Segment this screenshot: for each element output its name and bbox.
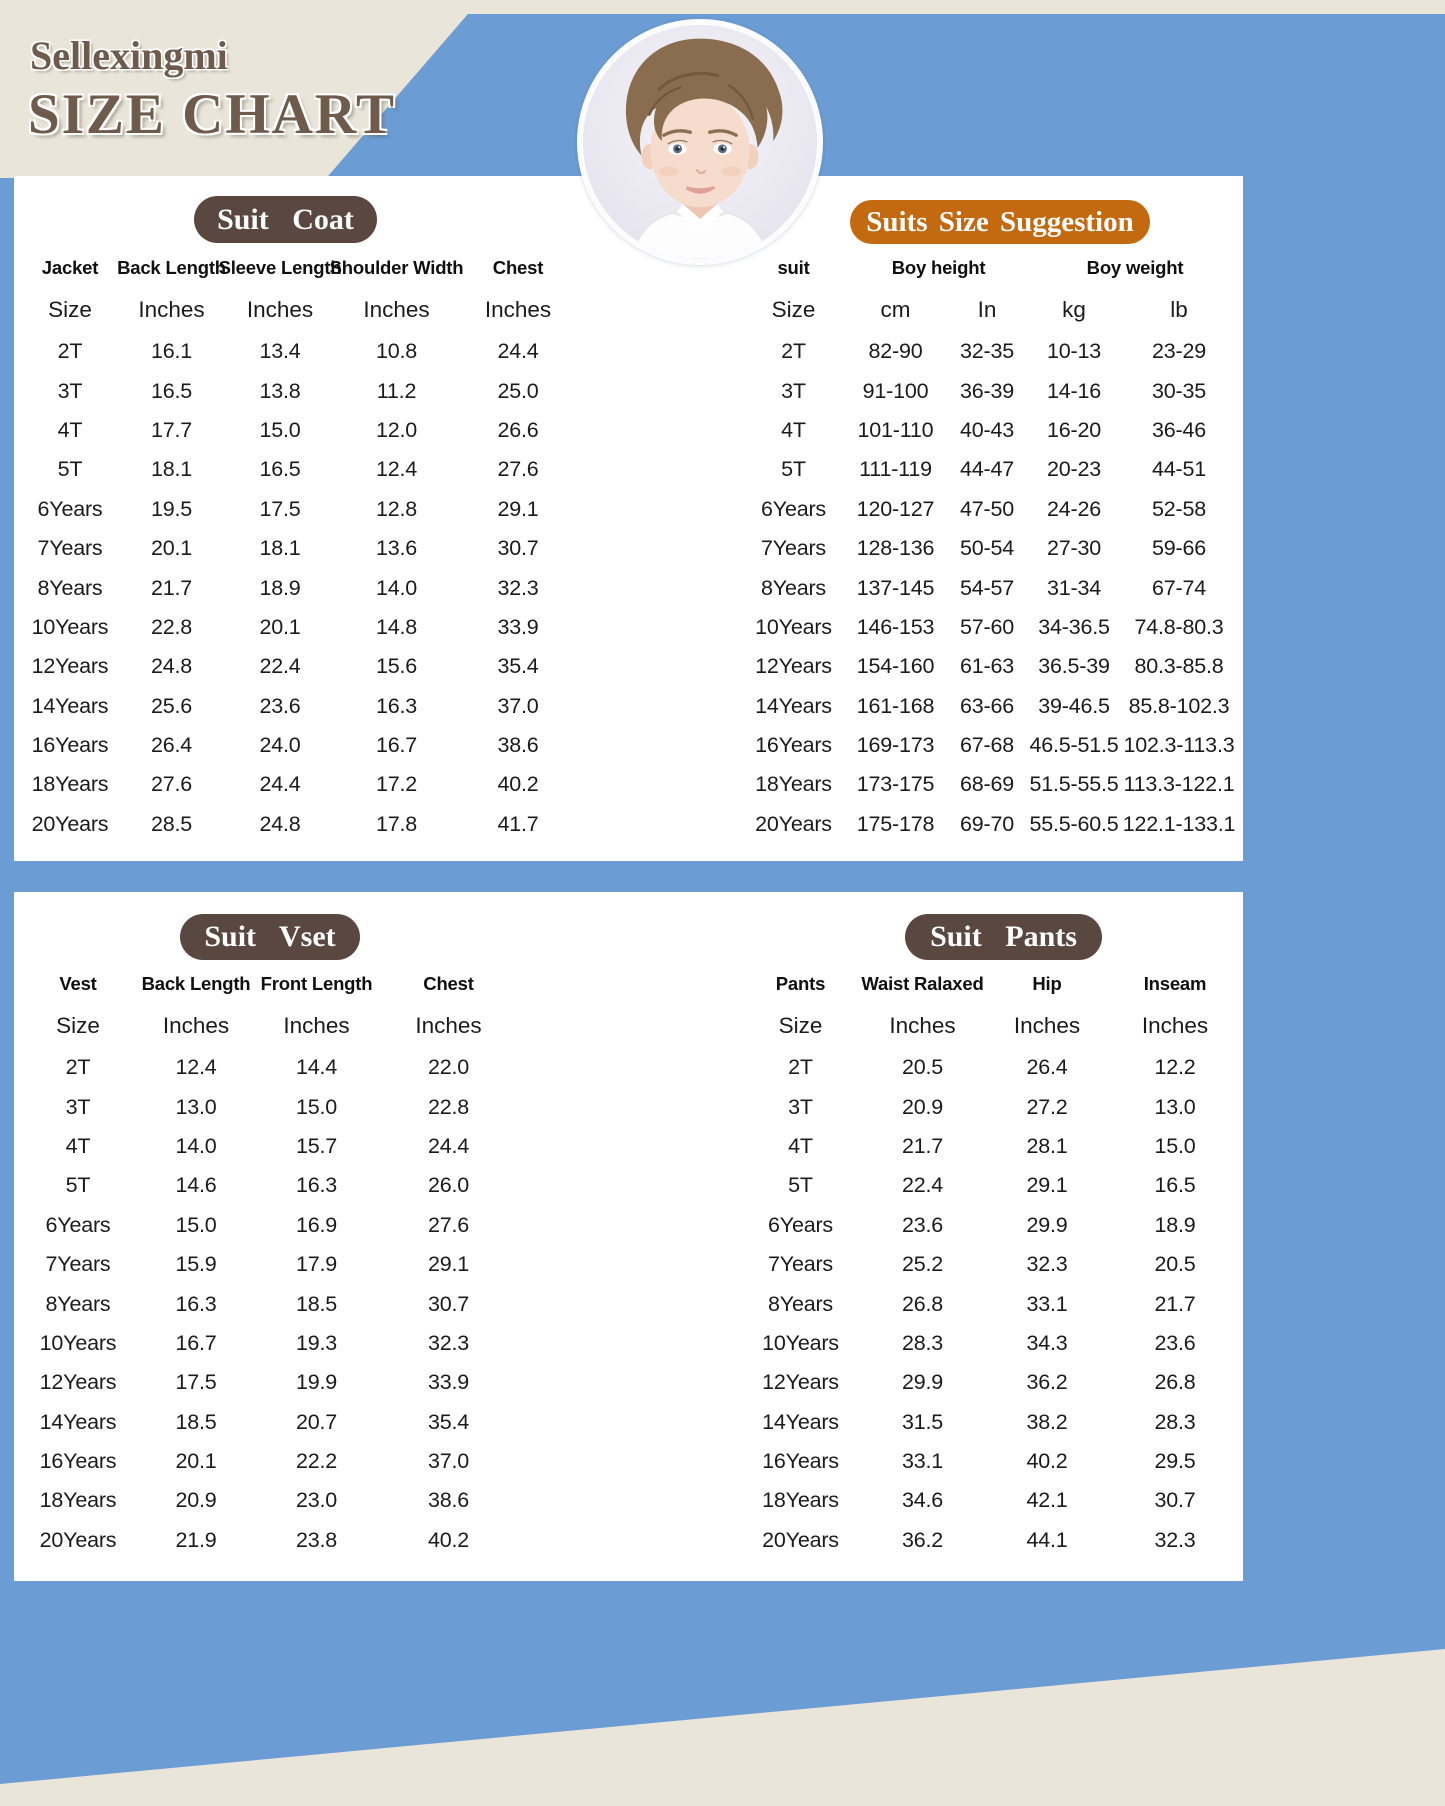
size-cell: 20Years <box>755 811 832 836</box>
value-cell: 10.8 <box>375 339 418 364</box>
column-header: Inseam <box>1143 973 1207 994</box>
suit-pants-badge: Suit Pants <box>905 914 1102 960</box>
value-cell: 18.9 <box>1154 1212 1196 1237</box>
value-cell: 82-90 <box>868 339 923 364</box>
value-cell: 24.4 <box>427 1133 470 1158</box>
value-cell: 10-13 <box>1047 339 1101 364</box>
value-cell: 23.8 <box>295 1527 338 1552</box>
value-cell: 20.9 <box>901 1094 944 1119</box>
size-cell: 6Years <box>37 496 103 521</box>
value-cell: 23-29 <box>1152 339 1206 364</box>
value-cell: 22.4 <box>901 1173 944 1198</box>
value-cell: 20.1 <box>150 536 193 561</box>
value-cell: 16.9 <box>295 1212 338 1237</box>
size-cell: 10Years <box>31 614 109 639</box>
column-unit-header: Size <box>778 1013 823 1038</box>
suits-size-suggestion-badge: Suits Size Suggestion <box>850 200 1150 244</box>
value-cell: 13.0 <box>175 1094 217 1119</box>
value-cell: 29.1 <box>497 496 539 521</box>
size-cell: 10Years <box>762 1330 839 1355</box>
value-cell: 12.2 <box>1154 1055 1196 1080</box>
value-cell: 25.6 <box>150 693 193 718</box>
column-unit-header: Inches <box>138 297 205 322</box>
value-cell: 18.1 <box>259 536 301 561</box>
value-cell: 31.5 <box>901 1409 944 1434</box>
size-cell: 7Years <box>45 1252 111 1277</box>
value-cell: 32.3 <box>497 575 539 600</box>
column-unit-header: lb <box>1170 297 1188 322</box>
bottom-tables-panel <box>14 892 1243 1581</box>
value-cell: 15.6 <box>375 654 418 679</box>
value-cell: 57-60 <box>960 614 1014 639</box>
size-cell: 3T <box>788 1094 813 1119</box>
size-cell: 4T <box>788 1133 813 1158</box>
value-cell: 16.5 <box>259 457 301 482</box>
value-cell: 27.6 <box>427 1212 470 1237</box>
size-cell: 4T <box>57 417 83 442</box>
boy-portrait-illustration <box>583 25 817 259</box>
value-cell: 30-35 <box>1152 378 1206 403</box>
value-cell: 37.0 <box>427 1449 470 1474</box>
value-cell: 46.5-51.5 <box>1029 733 1119 758</box>
value-cell: 34.6 <box>901 1488 944 1513</box>
value-cell: 113.3-122.1 <box>1123 772 1235 797</box>
value-cell: 21.7 <box>1154 1291 1196 1316</box>
value-cell: 28.3 <box>901 1330 944 1355</box>
value-cell: 26.4 <box>1026 1055 1068 1080</box>
column-group-header: suit <box>777 257 810 278</box>
value-cell: 13.0 <box>1154 1094 1196 1119</box>
value-cell: 33.9 <box>497 614 539 639</box>
size-cell: 12Years <box>755 654 832 679</box>
size-cell: 8Years <box>768 1291 833 1316</box>
value-cell: 18.1 <box>150 457 193 482</box>
column-unit-header: In <box>977 297 997 322</box>
column-unit-header: Inches <box>1013 1013 1081 1038</box>
value-cell: 29.5 <box>1154 1449 1196 1474</box>
value-cell: 14.0 <box>175 1133 217 1158</box>
value-cell: 22.8 <box>150 614 193 639</box>
value-cell: 80.3-85.8 <box>1134 654 1224 679</box>
value-cell: 61-63 <box>960 654 1014 679</box>
value-cell: 173-175 <box>856 772 935 797</box>
value-cell: 25.2 <box>901 1252 944 1277</box>
value-cell: 47-50 <box>960 496 1014 521</box>
value-cell: 50-54 <box>960 536 1014 561</box>
value-cell: 22.4 <box>259 654 301 679</box>
column-unit-header: Inches <box>363 297 430 322</box>
size-cell: 8Years <box>761 575 826 600</box>
column-unit-header: Inches <box>283 1013 350 1038</box>
column-unit-header: Inches <box>1141 1013 1209 1038</box>
column-header: Waist Ralaxed <box>861 973 984 994</box>
value-cell: 35.4 <box>427 1409 470 1434</box>
value-cell: 27.2 <box>1026 1094 1068 1119</box>
value-cell: 38.6 <box>497 733 539 758</box>
value-cell: 36.5-39 <box>1038 654 1110 679</box>
column-header: Chest <box>492 257 544 278</box>
value-cell: 22.8 <box>427 1094 470 1119</box>
value-cell: 30.7 <box>1154 1488 1196 1513</box>
value-cell: 19.5 <box>150 496 193 521</box>
value-cell: 16.5 <box>1154 1173 1196 1198</box>
suit-coat-table <box>20 248 580 844</box>
value-cell: 24.8 <box>150 654 193 679</box>
value-cell: 32-35 <box>960 339 1014 364</box>
value-cell: 19.3 <box>295 1330 338 1355</box>
value-cell: 41.7 <box>497 811 539 836</box>
column-unit-header: Inches <box>484 297 552 322</box>
page-title: SIZE CHART <box>28 83 397 146</box>
value-cell: 29.1 <box>1026 1173 1068 1198</box>
value-cell: 26.4 <box>150 733 193 758</box>
value-cell: 63-66 <box>960 693 1014 718</box>
value-cell: 32.3 <box>427 1330 470 1355</box>
value-cell: 21.9 <box>175 1527 217 1552</box>
value-cell: 16.3 <box>175 1291 217 1316</box>
value-cell: 51.5-55.5 <box>1029 772 1119 797</box>
value-cell: 29.9 <box>1026 1212 1068 1237</box>
value-cell: 14.6 <box>175 1173 217 1198</box>
value-cell: 18.5 <box>175 1409 217 1434</box>
size-cell: 18Years <box>31 772 109 797</box>
size-cell: 18Years <box>755 772 832 797</box>
size-cell: 16Years <box>755 733 832 758</box>
column-group-header: Boy height <box>891 257 986 278</box>
value-cell: 24.4 <box>497 339 539 364</box>
value-cell: 16.5 <box>150 378 193 403</box>
column-unit-header: Inches <box>415 1013 482 1038</box>
value-cell: 101-110 <box>857 417 934 442</box>
size-cell: 7Years <box>761 536 826 561</box>
value-cell: 146-153 <box>856 614 935 639</box>
value-cell: 32.3 <box>1026 1252 1068 1277</box>
column-unit-header: Size <box>771 297 816 322</box>
value-cell: 40.2 <box>427 1527 470 1552</box>
value-cell: 29.9 <box>901 1370 944 1395</box>
value-cell: 68-69 <box>960 772 1014 797</box>
size-cell: 5T <box>65 1173 91 1198</box>
column-header: Vest <box>59 973 97 994</box>
column-unit-header: kg <box>1062 297 1086 322</box>
size-cell: 20Years <box>762 1527 839 1552</box>
size-cell: 6Years <box>761 496 826 521</box>
suit-vest-badge: Suit Vset <box>180 914 360 960</box>
value-cell: 111-119 <box>859 457 932 482</box>
size-cell: 2T <box>65 1055 91 1080</box>
size-cell: 5T <box>57 457 83 482</box>
size-cell: 20Years <box>31 811 109 836</box>
column-unit-header: cm <box>880 297 911 322</box>
size-cell: 7Years <box>37 536 103 561</box>
value-cell: 11.2 <box>376 378 417 403</box>
value-cell: 23.6 <box>259 693 301 718</box>
value-cell: 24.4 <box>259 772 301 797</box>
value-cell: 20.5 <box>901 1055 944 1080</box>
value-cell: 23.0 <box>295 1488 338 1513</box>
value-cell: 15.0 <box>1154 1133 1196 1158</box>
value-cell: 28.1 <box>1026 1133 1068 1158</box>
value-cell: 16-20 <box>1047 417 1101 442</box>
size-cell: 10Years <box>755 614 832 639</box>
value-cell: 137-145 <box>856 575 935 600</box>
value-cell: 23.6 <box>901 1212 944 1237</box>
value-cell: 102.3-113.3 <box>1123 733 1235 758</box>
value-cell: 17.5 <box>175 1370 217 1395</box>
value-cell: 19.9 <box>295 1370 338 1395</box>
value-cell: 33.1 <box>1026 1291 1068 1316</box>
value-cell: 26.6 <box>497 417 539 442</box>
size-cell: 18Years <box>39 1488 117 1513</box>
value-cell: 17.7 <box>150 417 193 442</box>
value-cell: 69-70 <box>960 811 1014 836</box>
value-cell: 27-30 <box>1047 536 1101 561</box>
size-cell: 14Years <box>762 1409 839 1434</box>
size-cell: 12Years <box>39 1370 117 1395</box>
size-cell: 12Years <box>762 1370 839 1395</box>
size-cell: 2T <box>57 339 83 364</box>
value-cell: 20.5 <box>1154 1252 1196 1277</box>
value-cell: 15.0 <box>259 417 301 442</box>
value-cell: 20.7 <box>295 1409 338 1434</box>
value-cell: 20.1 <box>259 614 301 639</box>
size-cell: 14Years <box>39 1409 117 1434</box>
value-cell: 12.4 <box>375 457 418 482</box>
size-cell: 16Years <box>31 733 109 758</box>
value-cell: 29.1 <box>427 1252 470 1277</box>
value-cell: 26.0 <box>427 1173 470 1198</box>
column-header: Jacket <box>41 257 99 278</box>
value-cell: 21.7 <box>150 575 193 600</box>
value-cell: 169-173 <box>856 733 935 758</box>
value-cell: 17.8 <box>375 811 418 836</box>
column-header: Hip <box>1032 973 1062 994</box>
value-cell: 42.1 <box>1026 1488 1068 1513</box>
value-cell: 14-16 <box>1047 378 1101 403</box>
size-cell: 6Years <box>768 1212 833 1237</box>
size-cell: 18Years <box>762 1488 839 1513</box>
suit-coat-badge: Suit Coat <box>194 196 377 243</box>
value-cell: 22.2 <box>295 1449 338 1474</box>
value-cell: 154-160 <box>856 654 935 679</box>
value-cell: 14.4 <box>295 1055 338 1080</box>
size-cell: 2T <box>781 339 806 364</box>
column-header: Chest <box>423 973 474 994</box>
value-cell: 85.8-102.3 <box>1128 693 1230 718</box>
column-header: Pants <box>775 973 826 994</box>
column-unit-header: Inches <box>246 297 314 322</box>
size-cell: 8Years <box>37 575 103 600</box>
value-cell: 12.4 <box>175 1055 217 1080</box>
value-cell: 14.0 <box>375 575 418 600</box>
value-cell: 14.8 <box>375 614 418 639</box>
value-cell: 91-100 <box>862 378 929 403</box>
value-cell: 12.0 <box>375 417 418 442</box>
value-cell: 26.8 <box>901 1291 944 1316</box>
value-cell: 38.2 <box>1026 1409 1068 1434</box>
value-cell: 36-46 <box>1152 417 1206 442</box>
value-cell: 38.6 <box>427 1488 470 1513</box>
value-cell: 67-74 <box>1152 575 1206 600</box>
value-cell: 36.2 <box>1026 1370 1068 1395</box>
value-cell: 30.7 <box>497 536 539 561</box>
column-group-header: Boy weight <box>1086 257 1184 278</box>
value-cell: 15.9 <box>175 1252 217 1277</box>
size-cell: 14Years <box>755 693 832 718</box>
value-cell: 54-57 <box>960 575 1014 600</box>
value-cell: 27.6 <box>150 772 193 797</box>
value-cell: 44.1 <box>1026 1527 1068 1552</box>
value-cell: 28.5 <box>150 811 193 836</box>
column-header: Back Length <box>117 257 226 278</box>
value-cell: 30.7 <box>427 1291 470 1316</box>
size-cell: 3T <box>781 378 806 403</box>
value-cell: 39-46.5 <box>1038 693 1110 718</box>
value-cell: 36.2 <box>901 1527 944 1552</box>
value-cell: 15.7 <box>295 1133 338 1158</box>
value-cell: 161-168 <box>856 693 935 718</box>
value-cell: 16.3 <box>295 1173 338 1198</box>
size-cell: 5T <box>788 1173 813 1198</box>
suit-vest-table <box>20 964 520 1560</box>
value-cell: 15.0 <box>295 1094 338 1119</box>
value-cell: 31-34 <box>1047 575 1101 600</box>
size-cell: 2T <box>788 1055 813 1080</box>
value-cell: 25.0 <box>497 378 539 403</box>
value-cell: 13.8 <box>259 378 301 403</box>
value-cell: 20.1 <box>175 1449 217 1474</box>
value-cell: 52-58 <box>1152 496 1206 521</box>
value-cell: 175-178 <box>856 811 935 836</box>
size-cell: 10Years <box>39 1330 117 1355</box>
value-cell: 13.4 <box>259 339 301 364</box>
size-cell: 16Years <box>762 1449 839 1474</box>
value-cell: 16.3 <box>375 693 418 718</box>
value-cell: 26.8 <box>1154 1370 1196 1395</box>
value-cell: 37.0 <box>497 693 539 718</box>
size-cell: 8Years <box>45 1291 111 1316</box>
value-cell: 16.7 <box>175 1330 217 1355</box>
value-cell: 33.9 <box>427 1370 470 1395</box>
size-cell: 4T <box>781 417 806 442</box>
value-cell: 23.6 <box>1154 1330 1196 1355</box>
value-cell: 20.9 <box>175 1488 217 1513</box>
value-cell: 18.9 <box>259 575 301 600</box>
top-tables-panel <box>14 176 1243 861</box>
value-cell: 17.2 <box>375 772 418 797</box>
value-cell: 40.2 <box>497 772 539 797</box>
value-cell: 32.3 <box>1154 1527 1196 1552</box>
column-unit-header: Inches <box>889 1013 956 1038</box>
value-cell: 44-51 <box>1152 457 1206 482</box>
column-unit-header: Size <box>56 1013 100 1038</box>
value-cell: 128-136 <box>856 536 935 561</box>
value-cell: 35.4 <box>497 654 539 679</box>
column-header: Sleeve Length <box>218 257 342 278</box>
value-cell: 20-23 <box>1047 457 1101 482</box>
column-header: Front Length <box>260 973 373 994</box>
value-cell: 27.6 <box>497 457 539 482</box>
value-cell: 18.5 <box>295 1291 338 1316</box>
value-cell: 36-39 <box>960 378 1014 403</box>
value-cell: 22.0 <box>427 1055 470 1080</box>
value-cell: 28.3 <box>1154 1409 1196 1434</box>
value-cell: 40-43 <box>960 417 1014 442</box>
suits-size-suggestion-table <box>740 248 1240 844</box>
value-cell: 17.9 <box>295 1252 338 1277</box>
size-cell: 3T <box>65 1094 91 1119</box>
value-cell: 55.5-60.5 <box>1029 811 1119 836</box>
boy-portrait-photo <box>577 19 823 265</box>
value-cell: 44-47 <box>960 457 1014 482</box>
value-cell: 33.1 <box>901 1449 944 1474</box>
value-cell: 16.7 <box>375 733 418 758</box>
value-cell: 34-36.5 <box>1038 614 1110 639</box>
size-cell: 5T <box>781 457 806 482</box>
size-cell: 3T <box>57 378 83 403</box>
column-unit-header: Inches <box>162 1013 230 1038</box>
value-cell: 16.1 <box>150 339 193 364</box>
value-cell: 12.8 <box>375 496 418 521</box>
size-cell: 16Years <box>39 1449 117 1474</box>
value-cell: 17.5 <box>259 496 301 521</box>
size-cell: 12Years <box>31 654 109 679</box>
value-cell: 122.1-133.1 <box>1122 811 1236 836</box>
value-cell: 24.8 <box>259 811 301 836</box>
value-cell: 34.3 <box>1026 1330 1068 1355</box>
value-cell: 59-66 <box>1152 536 1206 561</box>
value-cell: 74.8-80.3 <box>1134 614 1224 639</box>
value-cell: 40.2 <box>1026 1449 1068 1474</box>
value-cell: 67-68 <box>960 733 1014 758</box>
suit-pants-table <box>740 964 1240 1560</box>
value-cell: 21.7 <box>901 1133 944 1158</box>
column-header: Shoulder Width <box>329 257 464 278</box>
size-cell: 14Years <box>31 693 109 718</box>
value-cell: 24-26 <box>1047 496 1101 521</box>
bottom-cream-wedge <box>0 1649 1445 1806</box>
value-cell: 13.6 <box>375 536 418 561</box>
size-cell: 20Years <box>39 1527 117 1552</box>
value-cell: 24.0 <box>259 733 301 758</box>
size-cell: 4T <box>65 1133 91 1158</box>
column-header: Back Length <box>141 973 251 994</box>
value-cell: 120-127 <box>856 496 935 521</box>
column-unit-header: Size <box>48 297 92 322</box>
brand-name: Sellexingmi <box>30 33 228 78</box>
size-cell: 7Years <box>768 1252 833 1277</box>
size-cell: 6Years <box>45 1212 111 1237</box>
value-cell: 15.0 <box>175 1212 217 1237</box>
